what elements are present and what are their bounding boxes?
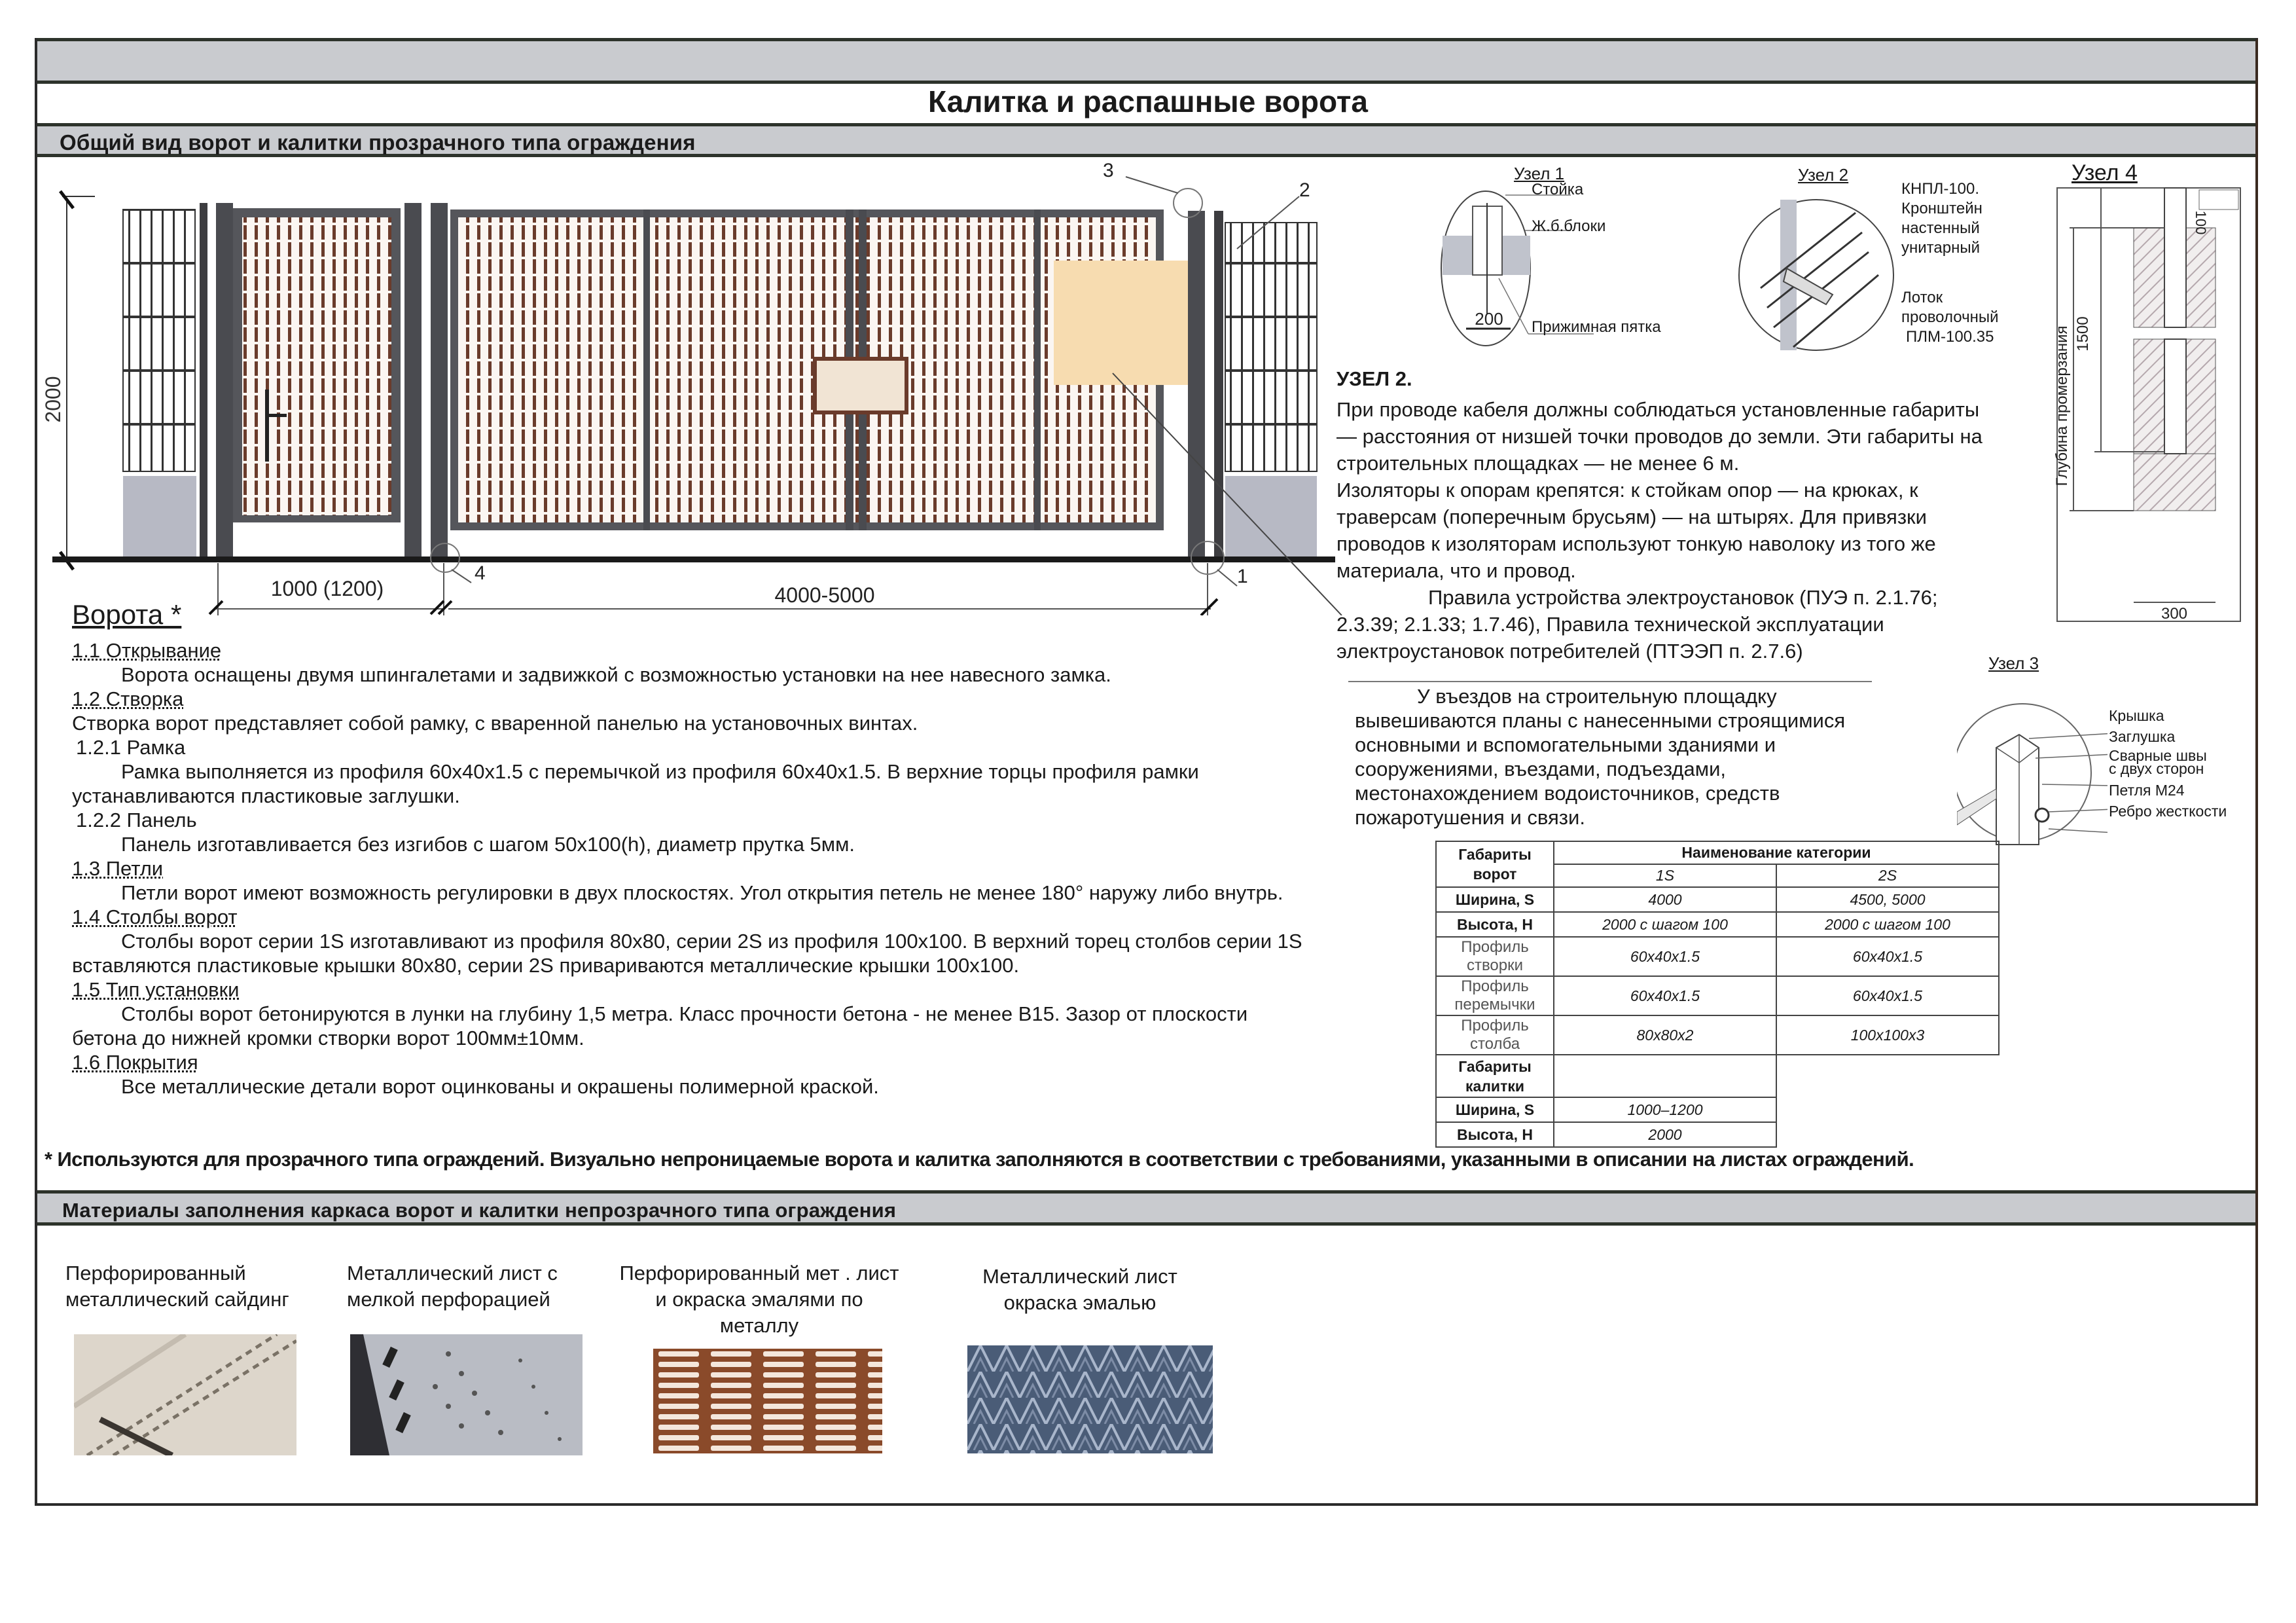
site-line: У въездов на строительную площадку [1417, 685, 1777, 708]
material-label-line: мелкой перфорацией [347, 1288, 550, 1311]
top-gray-band [37, 38, 2255, 84]
material-label-line: и окраска эмалями по [655, 1288, 863, 1311]
table-row [1436, 887, 1999, 912]
spec-section-title: 1.1 Открывание [72, 639, 222, 662]
table-row-label: Ширина, S [1436, 1097, 1554, 1122]
table-cell: 60x40x1.5 [1554, 976, 1776, 1015]
fence-mesh-right [1225, 223, 1317, 471]
uzel2-line: проводов к изоляторам используют тонкую наволоку из того же [1336, 532, 1936, 555]
uzel2-line: материала, что и провод. [1336, 559, 1576, 582]
material-swatch-siding [74, 1334, 296, 1455]
node4-depth-label: Глубина промерзания [2053, 325, 2071, 486]
uzel2-heading: УЗЕЛ 2. [1336, 367, 1412, 390]
material-label-line: Перфорированный [65, 1262, 246, 1285]
wicket-panel [242, 217, 391, 515]
node4-depth-dim: 1500 [2074, 316, 2092, 352]
material-swatch-painted-perforated [653, 1349, 882, 1453]
spec-text: Все металлические детали ворот оцинкованы и окрашены полимерной краской. [121, 1075, 879, 1098]
table-cell: 2000 с шагом 100 [1554, 912, 1776, 937]
site-line: вывешиваются планы с нанесенными строящимися [1355, 709, 1846, 732]
table-row [1436, 937, 1999, 976]
fence-mesh-left [123, 210, 195, 471]
uzel2-line: Изоляторы к опорам крепятся: к стойкам опор — на крюках, к [1336, 479, 1918, 501]
uzel2-line: 2.3.39; 2.1.33; 1.7.46), Правила технической эксплуатации [1336, 613, 1884, 636]
material-label [65, 1260, 289, 1313]
node2-label-line: КНПЛ-100. [1901, 180, 1980, 198]
material-label-line: окраска эмалью [1003, 1291, 1157, 1314]
table-row-label: Высота, H [1436, 1122, 1554, 1147]
table-header-category: Наименование категории [1554, 841, 1999, 864]
material-label [962, 1264, 1198, 1316]
section-title: Материалы заполнения каркаса ворот и калитки непрозрачного типа ограждения [62, 1199, 897, 1222]
callout-1: 1 [1237, 566, 1248, 587]
gate-drawing [39, 157, 1348, 615]
spec-text: бетона до нижней кромки створки ворот 100мм±10мм. [72, 1027, 584, 1049]
fence-plinth-right [1225, 476, 1317, 558]
node3-label-welds: Сварные швы [2109, 747, 2207, 764]
table-row [1436, 976, 1999, 1015]
node1-dim: 200 [1475, 309, 1503, 329]
table-cell-blank [1776, 1055, 1999, 1097]
node3-label-hinge: Петля М24 [2109, 782, 2185, 799]
table-row [1436, 1097, 1999, 1122]
node4-width-dim: 300 [2161, 605, 2188, 623]
material-label-line: Металлический лист [982, 1265, 1177, 1288]
node2-label-line: настенный [1901, 219, 1980, 237]
spec-text: Петли ворот имеют возможность регулировки в двух плоскостях. Угол открытия петель не менее 180° наружу либо внутрь. [121, 881, 1283, 904]
info-sign [1054, 261, 1201, 385]
page-title: Калитка и распашные ворота [927, 84, 1369, 119]
node2-label-line: ПЛМ-100.35 [1906, 328, 1994, 346]
node4-top-dim: 100 [2193, 210, 2209, 235]
table-row [1436, 912, 1999, 937]
node2-label-line: проволочный [1901, 308, 1999, 326]
table-cell-blank [1776, 1122, 1999, 1147]
table-header-gate: Габариты ворот [1436, 841, 1554, 887]
uzel2-line: электроустановок потребителей (ПТЭЭП п. 2.7.6) [1336, 640, 1803, 663]
node1-label-post: Стойка [1532, 181, 1584, 198]
section-header-materials [37, 1190, 2255, 1226]
table-cell: 4000 [1554, 887, 1776, 912]
table-row-label: Профиль створки [1436, 937, 1554, 976]
wicket-width-label: 1000 (1200) [270, 577, 384, 600]
table-cell: 60x40x1.5 [1776, 976, 1999, 1015]
spec-subsection-title: 1.2.1 Рамка [76, 736, 186, 759]
node2-diagram [1734, 196, 1905, 354]
node3-labels [2109, 707, 2227, 820]
divider [1348, 681, 1872, 682]
node4-title: Узел 4 [2072, 160, 2138, 185]
callout-3: 3 [1103, 160, 1114, 181]
node3-label-rib: Ребро жесткости [2109, 803, 2227, 820]
table-row-label: Профиль перемычки [1436, 976, 1554, 1015]
site-line: сооружениями, въездами, подъездами, [1355, 757, 1727, 780]
table-cat-1s: 1S [1554, 864, 1776, 887]
callout-2: 2 [1299, 179, 1310, 201]
material-label [347, 1260, 558, 1313]
spec-heading: Ворота * [72, 599, 182, 630]
gate-post-right [1188, 211, 1205, 561]
material-swatch-tread-plate [967, 1345, 1213, 1453]
table-cell-empty [1554, 1055, 1776, 1097]
spec-text: Панель изготавливается без изгибов с шагом 50х100(h), диаметр прутка 5мм. [121, 833, 855, 856]
material-label-line: металлический сайдинг [65, 1288, 289, 1311]
material-label-line: металлу [719, 1314, 799, 1337]
section-title: Общий вид ворот и калитки прозрачного типа ограждения [60, 130, 696, 155]
table-row [1436, 1122, 1999, 1147]
table-row-label: Ширина, S [1436, 887, 1554, 912]
height-dim-label: 2000 [41, 376, 65, 423]
wicket-post [216, 203, 233, 560]
footnote: * Используются для прозрачного типа ограждений. Визуально непроницаемые ворота и калитка заполняются в соответствии с требованиями, указанными в описании на листах ограждений. [45, 1148, 1914, 1171]
material-label-line: Металлический лист с [347, 1262, 558, 1285]
ground-line [52, 556, 1335, 562]
node1-label-heel: Прижимная пятка [1532, 318, 1661, 336]
spec-section-title: 1.5 Тип установки [72, 978, 240, 1001]
table-cell: 2000 с шагом 100 [1776, 912, 1999, 937]
node1-title: Узел 1 [1514, 164, 1565, 183]
node2-title: Узел 2 [1798, 165, 1849, 185]
table-row-label: Профиль столба [1436, 1015, 1554, 1055]
spec-text: вставляются пластиковые крышки 80х80, серии 2S привариваются металлические крышки 100х100. [72, 954, 1020, 977]
table-cell: 1000–1200 [1554, 1097, 1776, 1122]
node2-label-line: Кронштейн [1901, 200, 1982, 217]
gate-post-left [431, 203, 448, 560]
site-line: пожаротушения и связи. [1355, 806, 1585, 829]
node3-label-cap: Крышка [2109, 707, 2164, 724]
fence-plinth-left [123, 476, 196, 558]
table-row [1436, 1055, 1999, 1097]
material-swatch-perforated [350, 1334, 583, 1455]
node4-diagram [2042, 177, 2251, 635]
section-header-general-view [37, 123, 2255, 157]
callout-4: 4 [475, 562, 486, 584]
table-cell: 60x40x1.5 [1776, 937, 1999, 976]
spec-text: устанавливаются пластиковые заглушки. [72, 784, 460, 807]
uzel2-line: траверсам (поперечным брусьям) — на штырях. Для привязки [1336, 505, 1927, 528]
spec-text: Столбы ворот серии 1S изготавливают из профиля 80х80, серии 2S из профиля 100х100. В верхний торец столбов серии 1S [121, 930, 1302, 953]
node3-diagram [1957, 681, 2108, 851]
table-cat-2s: 2S [1776, 864, 1999, 887]
uzel2-line: При проводе кабеля должны соблюдаться установленные габариты [1336, 398, 1980, 421]
spec-table [1435, 841, 2000, 1148]
node3-title: Узел 3 [1988, 653, 2039, 673]
node2-label-bracket [1901, 179, 1982, 258]
spec-text: Створка ворот представляет собой рамку, с вваренной панелью на установочных винтах. [72, 712, 918, 735]
spec-text: Столбы ворот бетонируются в лунки на глубину 1,5 метра. Класс прочности бетона - не менее В15. Зазор от плоскости [121, 1002, 1248, 1025]
spec-subsection-title: 1.2.2 Панель [76, 809, 197, 831]
uzel2-line: строительных площадках — не менее 6 м. [1336, 452, 1740, 475]
spec-text: Ворота оснащены двумя шпингалетами и задвижкой с возможностью установки на нее навесного замка. [121, 663, 1111, 686]
gate-width-label: 4000-5000 [774, 583, 875, 607]
table-header-wicket: Габариты калитки [1436, 1055, 1554, 1097]
spec-section-title: 1.3 Петли [72, 857, 164, 880]
node1-label-blocks: Ж.б.блоки [1532, 217, 1606, 235]
site-line: основными и вспомогательными зданиями и [1355, 733, 1776, 756]
node3-label-plug: Заглушка [2109, 728, 2176, 745]
node2-label-tray [1901, 288, 1999, 347]
wicket-lock [265, 390, 269, 462]
gate-latch-box [815, 359, 906, 412]
node2-label-line: унитарный [1901, 239, 1980, 257]
site-line: местонахождением водоисточников, средств [1355, 782, 1780, 805]
material-label-line: Перфорированный мет . лист [619, 1262, 899, 1285]
node2-label-line: Лоток [1901, 289, 1943, 306]
table-row [1436, 1015, 1999, 1055]
table-cell: 4500, 5000 [1776, 887, 1999, 912]
spec-text: Рамка выполняется из профиля 60х40х1.5 с перемычкой из профиля 60х40х1.5. В верхние торцы профиля рамки [121, 760, 1199, 783]
table-cell: 100x100x3 [1776, 1015, 1999, 1055]
spec-section-title: 1.2 Створка [72, 687, 184, 710]
node3-label-welds-2: с двух сторон [2109, 760, 2204, 777]
table-row-label: Высота, H [1436, 912, 1554, 937]
spec-body [72, 638, 1302, 1099]
uzel2-paragraph [1336, 396, 1982, 665]
site-paragraph [1355, 684, 1845, 830]
uzel2-line: — расстояния от низшей точки проводов до земли. Эти габариты на [1336, 425, 1982, 448]
spec-section-title: 1.4 Столбы ворот [72, 905, 238, 928]
table-cell-blank [1776, 1097, 1999, 1122]
table-cell: 2000 [1554, 1122, 1776, 1147]
uzel2-line: Правила устройства электроустановок (ПУЭ п. 2.1.76; [1428, 586, 1938, 609]
spec-section-title: 1.6 Покрытия [72, 1051, 198, 1074]
material-label [615, 1260, 903, 1339]
table-cell: 60x40x1.5 [1554, 937, 1776, 976]
table-cell: 80x80x2 [1554, 1015, 1776, 1055]
